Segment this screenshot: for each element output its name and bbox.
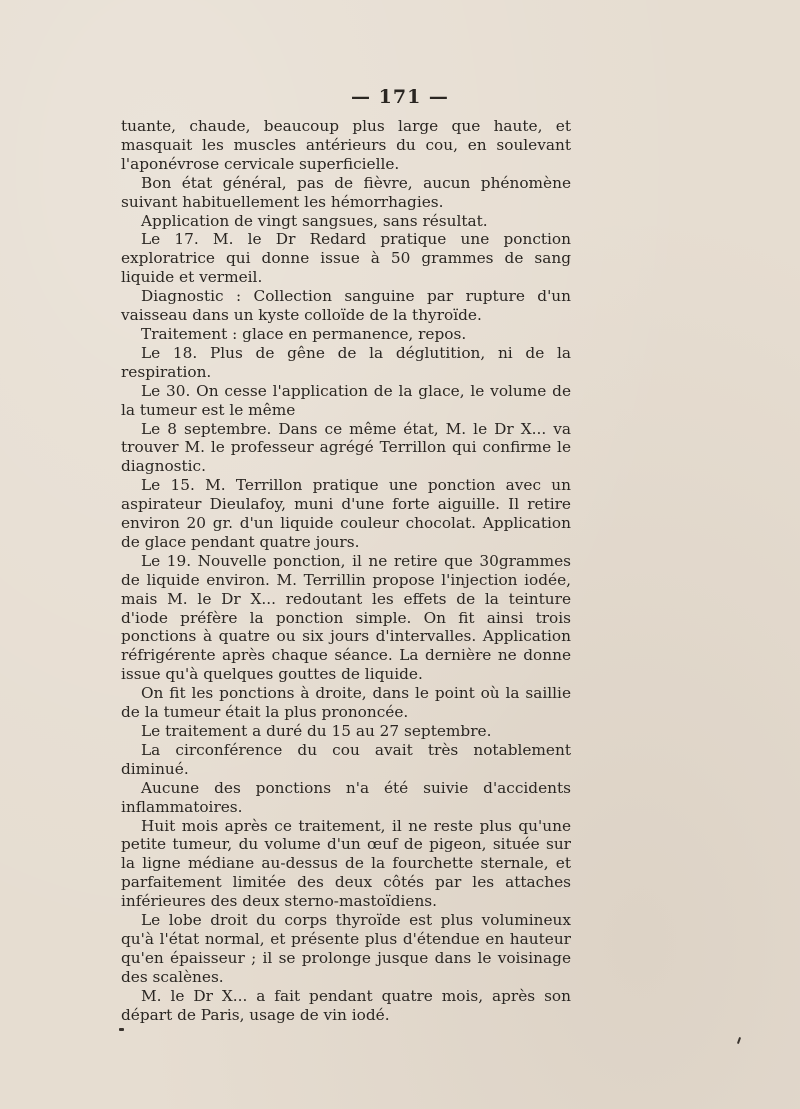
paragraph: Le 30. On cesse l'application de la glace, le volume de la tumeur est le même bbox=[121, 381, 571, 419]
paragraph: Le 15. M. Terrillon pratique une ponction avec un aspirateur Dieulafoy, muni d'une forte aiguille. Il retire environ 20 gr. d'un liquide couleur chocolat. Application de glace pendant quatre jours. bbox=[121, 476, 571, 551]
paragraph: Diagnostic : Collection sanguine par rupture d'un vaisseau dans un kyste colloïde de la thyroïde. bbox=[121, 287, 571, 325]
paragraph: Le lobe droit du corps thyroïde est plus volumineux qu'à l'état normal, et présente plus d'étendue en hauteur qu'en épaisseur ; il se prolonge jusque dans le voisinage des scalènes. bbox=[121, 911, 571, 986]
paragraph: Bon état général, pas de fièvre, aucun phénomène suivant habituellement les hémorrhagies. bbox=[121, 173, 571, 211]
page-number: — 171 — bbox=[351, 86, 449, 108]
paragraph: Le 19. Nouvelle ponction, il ne retire que 30grammes de liquide environ. M. Terrillin propose l'injection iodée, mais M. le Dr X... redoutant les effets de la teinture d'iode préfère la ponction simple. On fit ainsi trois ponctions à quatre ou six jours d'intervalles. Application réfrigérente après chaque séance. La dernière ne donne issue qu'à quelques gouttes de liquide. bbox=[121, 551, 571, 684]
paragraph: Le 17. M. le Dr Redard pratique une ponction exploratrice qui donne issue à 50 grammes de sang liquide et vermeil. bbox=[121, 230, 571, 287]
paragraph: Aucune des ponctions n'a été suivie d'accidents inflammatoires. bbox=[121, 778, 571, 816]
body-text bbox=[121, 117, 571, 1025]
ink-speck bbox=[119, 1028, 124, 1031]
paragraph: Application de vingt sangsues, sans résultat. bbox=[141, 211, 488, 230]
paragraph: La circonférence du cou avait très notablement diminué. bbox=[121, 740, 571, 778]
paragraph: On fit les ponctions à droite, dans le point où la saillie de la tumeur était la plus prononcée. bbox=[121, 684, 571, 722]
paragraph: Le traitement a duré du 15 au 27 septembre. bbox=[141, 722, 492, 740]
paragraph: M. le Dr X... a fait pendant quatre mois, après son départ de Paris, usage de vin iodé. bbox=[121, 986, 571, 1024]
ink-speck bbox=[737, 1037, 741, 1044]
paragraph: Huit mois après ce traitement, il ne reste plus qu'une petite tumeur, du volume d'un œuf de pigeon, située sur la ligne médiane au-dessus de la fourchette sternale, et parfaitement limitée des deux côtés par les attaches inférieures des deux sterno-mastoïdiens. bbox=[121, 816, 571, 911]
paragraph: Traitement : glace en permanence, repos. bbox=[141, 324, 467, 343]
paragraph: Le 18. Plus de gêne de la déglutition, ni de la respiration. bbox=[121, 343, 571, 381]
paragraph: Le 8 septembre. Dans ce même état, M. le Dr X... va trouver M. le professeur agrégé Terrillon qui confirme le diagnostic. bbox=[121, 419, 571, 476]
paragraph: tuante, chaude, beaucoup plus large que haute, et masquait les muscles antérieurs du cou, en soulevant l'aponévrose cervicale superficielle. bbox=[121, 117, 571, 173]
